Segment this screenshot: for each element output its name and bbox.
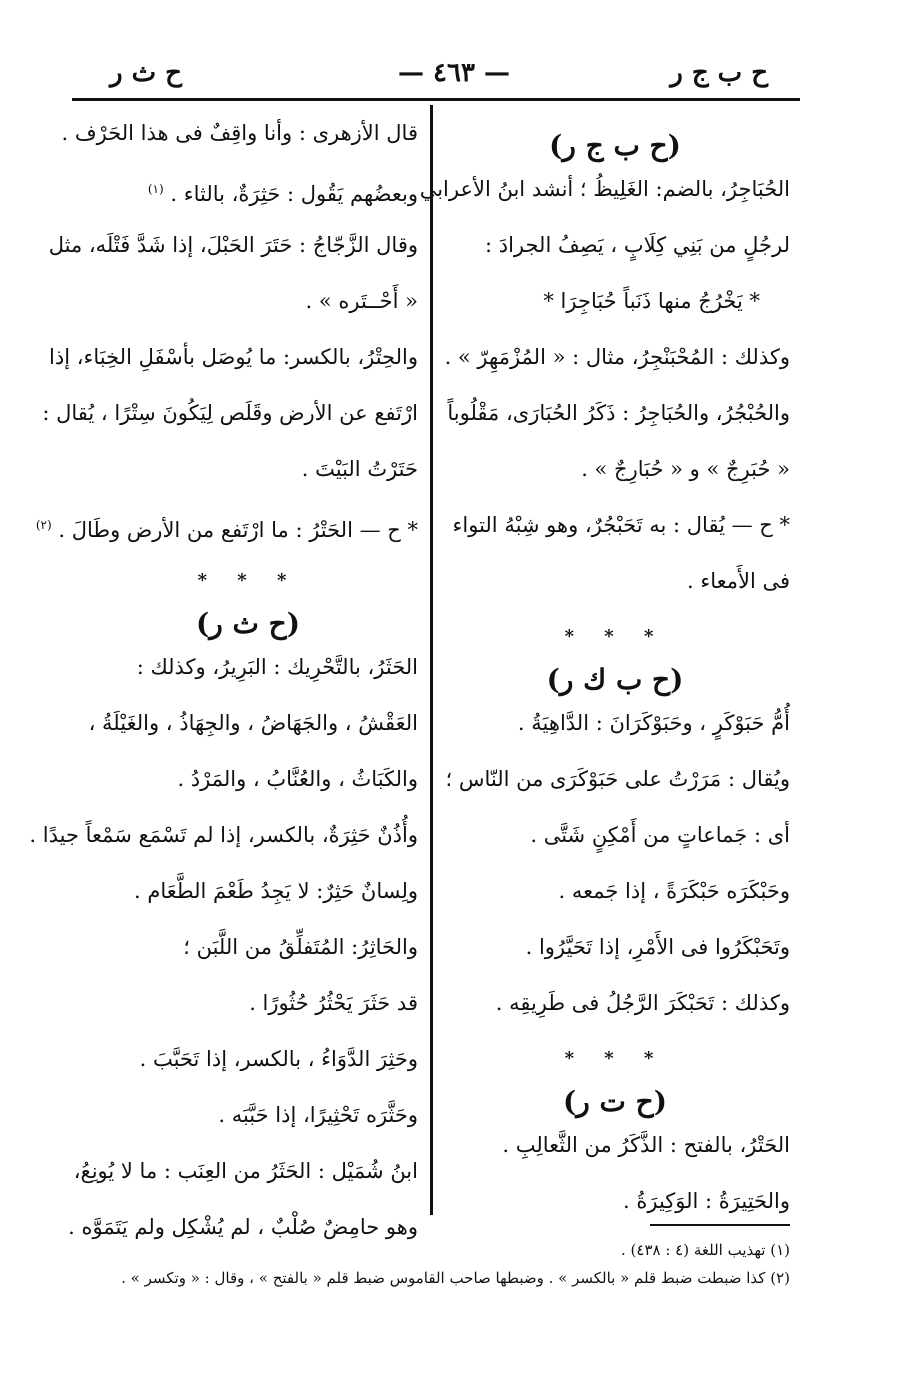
text-line: وتَحَبْكَرُوا فى الأَمْرِ، إذا تَحَيَّرُوا . (525, 935, 790, 959)
text-line: وكذلك : المُحْبَنْجِرُ، مثال : « المُزْمَهِرّ » . (444, 345, 790, 369)
footnote-2: (٢) كذا ضبطت ضبط قلم « بالكسر » . وضبطها صاحب القاموس ضبط قلم « بالفتح » ، وقال : « وتكسر » . (121, 1269, 790, 1287)
text-line: والحُبْجُرُ، والحُبَاجِرُ : ذَكَرُ الحُبَارَى، مَقْلُوباً (447, 401, 790, 425)
text-line: لرجُلٍ من بَنِي كِلَابٍ ، يَصِفُ الجرادَ : (484, 233, 790, 257)
text-line: والكَبَاثُ ، والعُنَّابُ ، والمَرْدُ . (177, 767, 418, 791)
section-separator: * * * (197, 570, 299, 591)
text-line: وحَبْكَرَه حَبْكَرَةً ، إذا جَمعه . (558, 879, 790, 903)
text-line: الحَثَرُ، بالتَّحْرِيك : البَرِيرُ، وكذلك : (136, 655, 418, 679)
footnote-rule (650, 1224, 790, 1226)
text-line: وهو حامِضٌ صُلْبٌ ، لم يُشْكِل ولم يَتَمَوَّه . (68, 1215, 418, 1239)
text-line: وحَثَّرَه تَحْثِيرًا، إذا حَبَّبَه . (218, 1103, 418, 1127)
text-line (78, 174, 418, 230)
text-line: ولِسانٌ حَثِرٌ: لا يَجِدُ طَعْمَ الطَّعَام . (133, 879, 418, 903)
running-head-right: ح ب ج ر (670, 58, 768, 88)
text-span: وبعضُهم يَقُول : حَثِرَةٌ، بالثاء . (170, 182, 418, 206)
text-line: وأُذُنٌ حَثِرَةٌ، بالكسر، إذا لم تَسْمَع سَمْعاً جيدًا . (29, 823, 418, 847)
text-span: * ح — الحَتْرُ : ما ارْتَفع من الأرض وطَالَ . (58, 518, 418, 542)
text-line: حَتَرْتُ البَيْتَ . (301, 457, 418, 481)
text-line: ابنُ شُمَيْل : الحَثَرُ من العِنَب : ما لا يُونِعُ، (73, 1159, 418, 1183)
text-line: فى الأَمعاء . (686, 569, 790, 593)
footnote-marker: (١) (147, 182, 164, 196)
column-divider (430, 105, 433, 1215)
text-line: ويُقال : مَرَرْتُ على حَبَوْكَرَى من النّاس ؛ (445, 767, 790, 791)
entry-heading: (ح ب ج ر) (549, 129, 681, 162)
text-line: « حُبَرِجٌ » و « حُبَارِجٌ » . (581, 457, 790, 481)
running-head-left: ح ث ر (110, 58, 182, 88)
text-line: ارْتَفع عن الأرض وقَلَص لِيَكُونَ سِتْرًا ، يُقال : (42, 401, 418, 425)
text-line: أى : جَماعاتٍ من أَمْكِنٍ شَتَّى . (530, 823, 790, 847)
section-separator: * * * (564, 626, 666, 647)
entry-heading: (ح ت ر) (563, 1085, 667, 1118)
left-column (29, 118, 418, 1268)
footnotes (90, 1236, 790, 1292)
text-line (35, 510, 418, 566)
text-line: الحَتْرُ، بالفتح : الذَّكَرُ من الثَّعالِبِ . (502, 1133, 790, 1157)
entry-heading: (ح ث ر) (196, 607, 300, 640)
section-separator: * * * (564, 1048, 666, 1069)
text-line: « أَحْــتَره » . (305, 289, 418, 313)
text-line: أُمُّ حَبَوْكَرٍ ، وحَبَوْكَرَانَ : الدَّاهِيَةُ . (517, 711, 790, 735)
running-head (0, 58, 908, 98)
text-line: والحَتِيرَةُ : الوَكِيرَةُ . (623, 1189, 790, 1213)
verse-line: * يَخْرُجُ منها ذَنَباً حُبَاجِرَا * (543, 289, 760, 313)
header-rule (72, 98, 800, 101)
text-line: والحَاثِرُ: المُتَفلِّقُ من اللَّبَن ؛ (183, 935, 418, 959)
text-line: العَقْشُ ، والجَهَاضُ ، والجِهَاذُ ، والغَيْلَةُ ، (88, 711, 418, 735)
right-column (419, 118, 790, 1242)
text-line: الحُبَاجِرُ، بالضم: الغَلِيظُ ؛ أنشد ابنُ الأعرابي (419, 177, 790, 201)
page-number: — ٤٦٣ — (397, 58, 511, 88)
text-line: والحِتْرُ، بالكسر: ما يُوصَل بأسْفَلِ الخِبَاء، إذا (49, 345, 418, 369)
text-line: وكذلك : تَحَبْكَرَ الرَّجُلُ فى طَرِيقِه . (495, 991, 790, 1015)
entry-heading: (ح ب ك ر) (546, 663, 684, 696)
text-line: وحَثِرَ الدَّوَاءُ ، بالكسر، إذا تَحَبَّبَ . (139, 1047, 418, 1071)
text-line: قال الأزهرى : وأنا واقِفٌ فى هذا الحَرْف . (61, 121, 418, 145)
text-line: * ح — يُقال : به تَحَبْجُرٌ، وهو شِبْهُ التواء (452, 513, 790, 537)
footnote-1: (١) تهذيب اللغة (٤ : ٤٣٨) . (621, 1241, 790, 1259)
footnote-marker: (٢) (35, 518, 52, 532)
text-line: وقال الزَّجّاجُ : حَتَرَ الحَبْلَ، إذا شَدَّ فَتْلَه، مثل (48, 233, 418, 257)
text-line: قد حَثَرَ يَحْثُرُ حُثُورًا . (249, 991, 418, 1015)
